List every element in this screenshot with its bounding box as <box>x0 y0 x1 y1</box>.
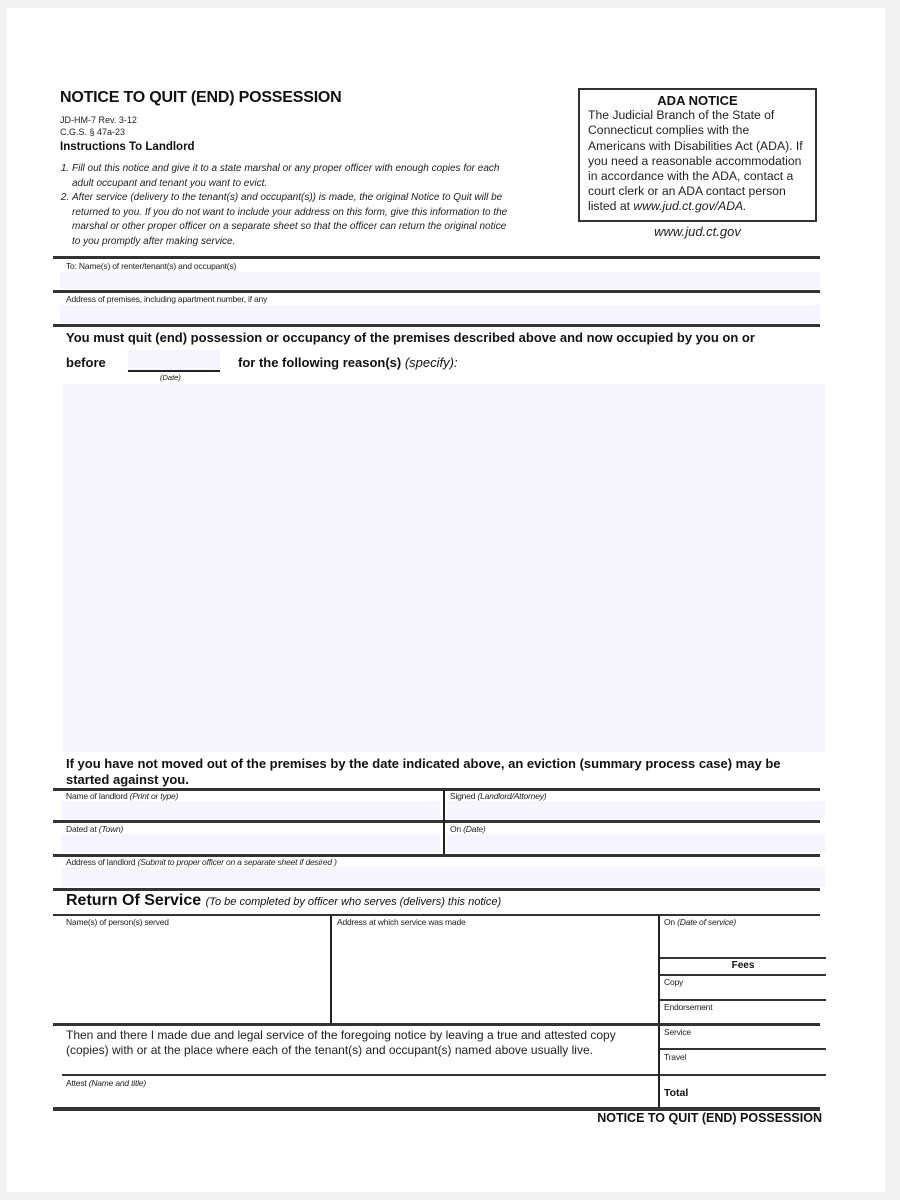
landlord-address-hint: (Submit to proper officer on a separate sheet if desired ) <box>137 857 337 867</box>
service-date-input[interactable] <box>662 928 824 956</box>
premises-address-input[interactable] <box>60 305 820 323</box>
to-names-label: To: Name(s) of renter/tenant(s) and occupant(s) <box>66 261 237 271</box>
landlord-address-input[interactable] <box>62 867 825 887</box>
fee-total-input[interactable] <box>700 1080 824 1106</box>
divider <box>53 888 820 891</box>
instruction-item: 2. After service (delivery to the tenant(s) and occupant(s)) is made, the original Notice to Quit will be returned to you. If you do not want to include your address on this form, give this information to the marshal or other proper officer on a separate sheet so that the officer can return the original notice to you promptly after making service. <box>72 191 510 249</box>
fee-copy-label: Copy <box>664 977 684 987</box>
divider <box>660 1074 826 1076</box>
divider <box>53 290 820 293</box>
divider <box>660 957 826 959</box>
on-date-hint: (Date) <box>463 824 486 834</box>
fee-service-label: Service <box>664 1027 691 1037</box>
specify-hint: (specify): <box>404 355 458 370</box>
service-date-hint: (Date of service) <box>677 917 737 927</box>
premises-address-label: Address of premises, including apartment number, if any <box>66 294 268 304</box>
landlord-address-label: Address of landlord <box>66 857 138 867</box>
statute: C.G.S. § 47a-23 <box>60 127 126 137</box>
reasons-label: for the following reason(s) <box>238 355 405 370</box>
persons-served-input[interactable] <box>62 928 330 1022</box>
service-statement: Then and there I made due and legal service of the foregoing notice by leaving a true and attested copy (copies) with or at the place where each of the tenant(s) and occupant(s) named above usually live. <box>66 1028 616 1057</box>
fee-total-label: Total <box>664 1087 689 1099</box>
on-date-input[interactable] <box>447 834 825 852</box>
fee-endorsement-label: Endorsement <box>664 1002 713 1012</box>
instructions-heading: Instructions To Landlord <box>60 141 195 153</box>
divider <box>660 1048 826 1050</box>
return-of-service-subheading: (To be completed by officer who serves (delivers) this notice) <box>205 896 502 908</box>
to-names-input[interactable] <box>60 272 820 289</box>
fee-travel-input[interactable] <box>662 1062 824 1074</box>
divider <box>660 974 826 976</box>
landlord-name-label: Name of landlord <box>66 791 130 801</box>
ada-notice-box <box>578 88 817 222</box>
attest-label: Attest <box>66 1078 89 1088</box>
fees-column-divider <box>658 915 660 1110</box>
date-underline <box>128 370 220 372</box>
eviction-warning: If you have not moved out of the premises by the date indicated above, an eviction (summary process case) may be started against you. <box>66 756 781 787</box>
column-divider <box>443 790 445 855</box>
landlord-name-input[interactable] <box>62 801 440 819</box>
landlord-name-hint: (Print or type) <box>129 791 179 801</box>
date-hint: (Date) <box>160 373 181 382</box>
ada-link[interactable]: www.jud.ct.gov/ADA. <box>633 199 747 214</box>
on-date-label: On <box>450 824 464 834</box>
website-link[interactable]: www.jud.ct.gov <box>654 224 741 239</box>
reasons-textarea[interactable] <box>63 384 825 752</box>
signed-label: Signed <box>450 791 478 801</box>
divider <box>660 999 826 1001</box>
form-id: JD-HM-7 Rev. 3-12 <box>60 115 137 125</box>
before-label: before <box>66 355 106 370</box>
dated-at-hint: (Town) <box>98 824 124 834</box>
dated-at-input[interactable] <box>62 834 440 852</box>
divider <box>53 914 820 916</box>
service-date-label: On <box>664 917 678 927</box>
ada-heading: ADA NOTICE <box>657 93 738 108</box>
divider <box>53 256 820 259</box>
attest-input[interactable] <box>62 1088 656 1106</box>
service-address-input[interactable] <box>334 928 656 1022</box>
divider <box>53 1023 820 1026</box>
attest-hint: (Name and title) <box>88 1078 146 1088</box>
divider <box>53 820 820 823</box>
dated-at-label: Dated at <box>66 824 99 834</box>
footer-title: NOTICE TO QUIT (END) POSSESSION <box>597 1111 822 1125</box>
persons-served-label: Name(s) of person(s) served <box>66 917 169 927</box>
quit-date-input[interactable] <box>128 350 220 370</box>
fee-endorsement-input[interactable] <box>662 1012 824 1023</box>
instruction-item: 1. Fill out this notice and give it to a state marshal or any proper officer with enough copies for each adult occupant and tenant you want to evict. <box>72 162 510 191</box>
fees-heading: Fees <box>731 960 755 971</box>
fee-service-input[interactable] <box>662 1037 824 1048</box>
form-title: NOTICE TO QUIT (END) POSSESSION <box>60 89 342 106</box>
quit-statement: You must quit (end) possession or occupancy of the premises described above and now occupied by you on or <box>66 330 755 345</box>
service-address-label: Address at which service was made <box>337 917 466 927</box>
return-of-service-heading: Return Of Service <box>66 892 202 909</box>
fee-copy-input[interactable] <box>662 987 824 999</box>
column-divider <box>330 915 332 1023</box>
signed-hint: (Landlord/Attorney) <box>477 791 547 801</box>
fee-travel-label: Travel <box>664 1052 687 1062</box>
ada-body: The Judicial Branch of the State of Connecticut complies with the Americans with Disabilities Act (ADA). If you need a reasonable accommodation in accordance with the ADA, contact a court clerk or an ADA contact person listed at <box>588 108 803 214</box>
signature-input[interactable] <box>447 801 825 819</box>
instructions-list <box>60 162 510 249</box>
divider <box>53 324 820 327</box>
divider <box>62 1074 658 1076</box>
